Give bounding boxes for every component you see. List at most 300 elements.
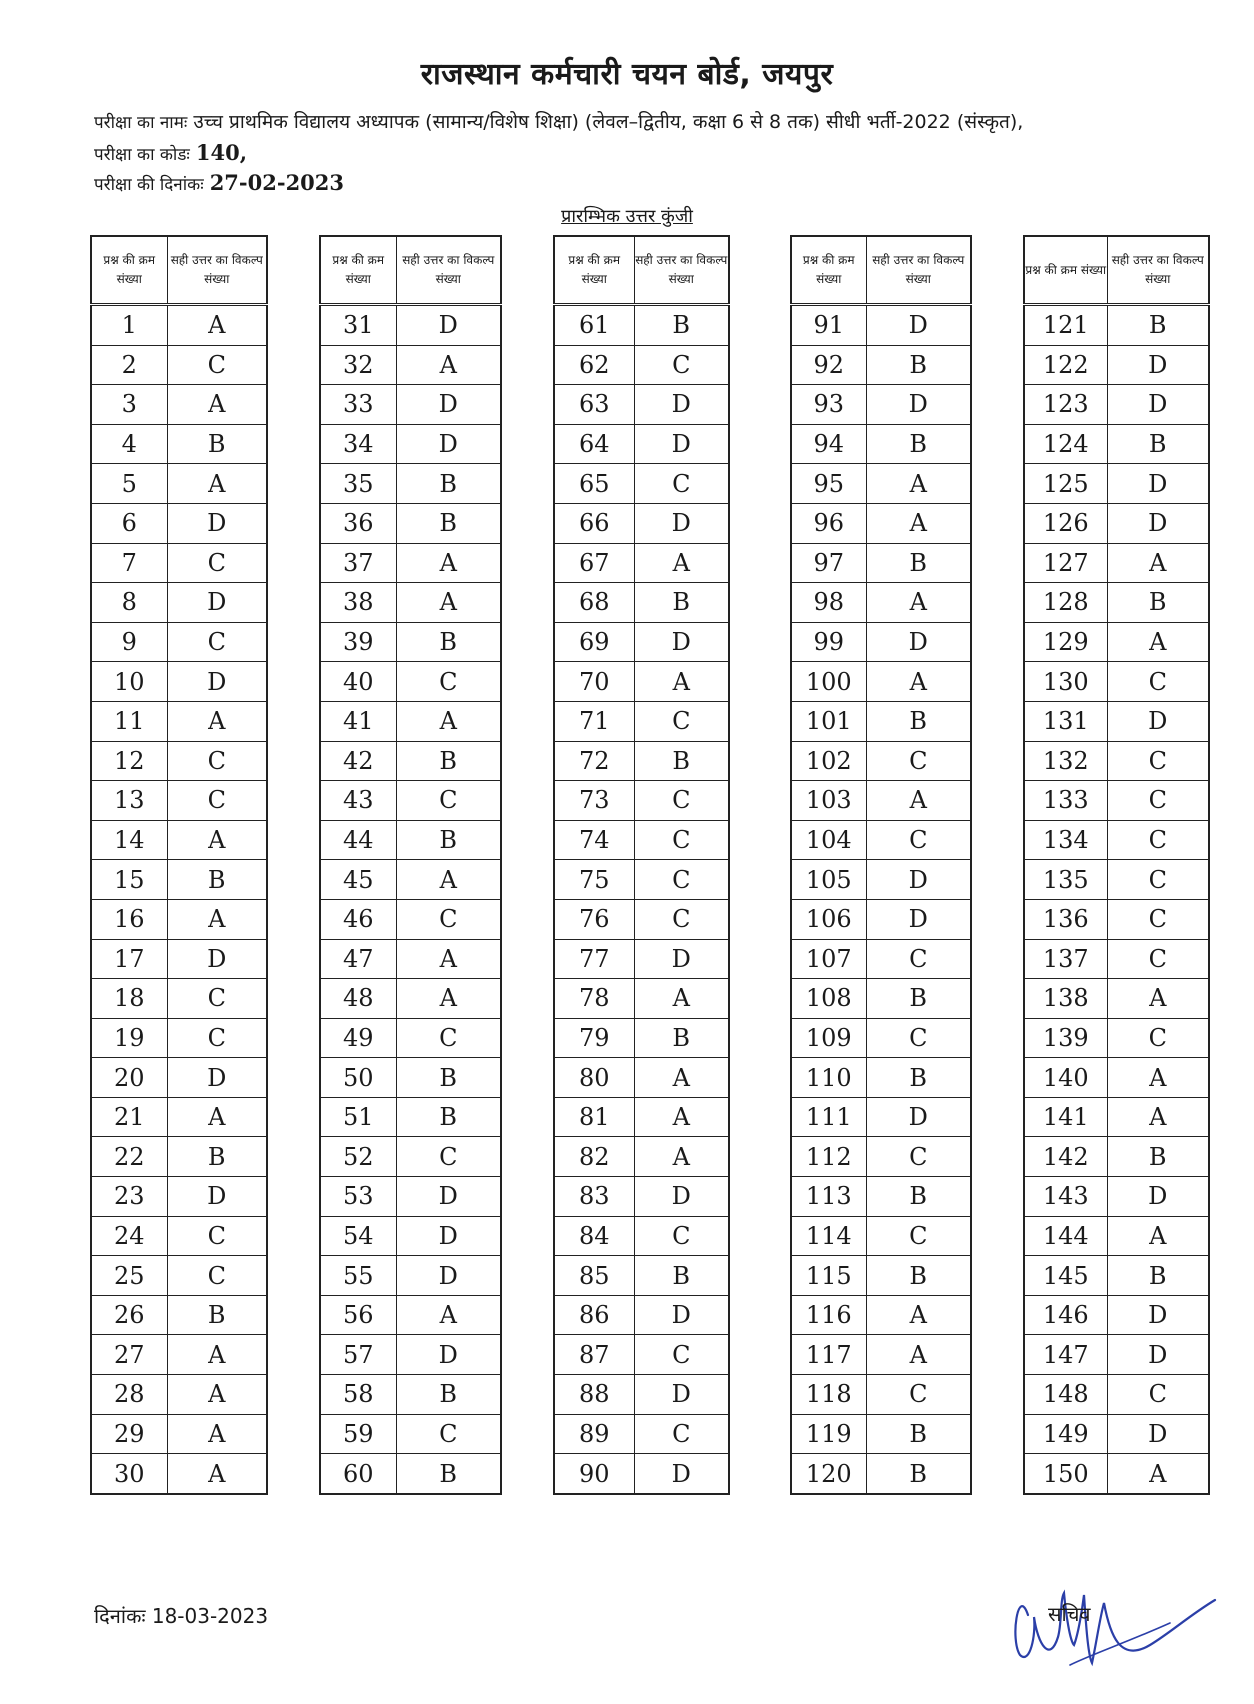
correct-option: C: [1107, 1375, 1209, 1415]
correct-option: B: [866, 979, 971, 1019]
correct-option: B: [396, 1097, 501, 1137]
question-number: 73: [554, 781, 634, 821]
table-row: [554, 860, 729, 900]
table-row: [791, 1375, 971, 1415]
question-number: 150: [1024, 1454, 1107, 1494]
table-row: [1024, 1256, 1209, 1296]
correct-option: B: [1107, 1256, 1209, 1296]
table-row: [91, 662, 267, 702]
table-row: [791, 385, 971, 425]
correct-option: B: [396, 503, 501, 543]
question-number: 48: [320, 979, 396, 1019]
question-number: 10: [91, 662, 167, 702]
correct-option: C: [167, 781, 267, 821]
correct-option: C: [1107, 781, 1209, 821]
correct-option: B: [866, 345, 971, 385]
question-number: 87: [554, 1335, 634, 1375]
correct-option: B: [167, 1137, 267, 1177]
table-row: [91, 464, 267, 504]
question-number: 1: [91, 305, 167, 346]
correct-option: D: [1107, 503, 1209, 543]
correct-option: B: [866, 1177, 971, 1217]
table-row: [791, 1335, 971, 1375]
question-number: 46: [320, 899, 396, 939]
table-row: [91, 820, 267, 860]
table-row: [791, 622, 971, 662]
question-number: 56: [320, 1295, 396, 1335]
table-row: [791, 781, 971, 821]
correct-option: D: [167, 939, 267, 979]
column-header-correct-option: सही उत्तर का विकल्प संख्या: [634, 236, 729, 305]
table-row: [554, 1335, 729, 1375]
table-row: [791, 979, 971, 1019]
correct-option: C: [1107, 662, 1209, 702]
question-number: 99: [791, 622, 866, 662]
correct-option: A: [866, 1295, 971, 1335]
correct-option: C: [167, 345, 267, 385]
correct-option: A: [396, 583, 501, 623]
table-row: [791, 305, 971, 346]
question-number: 83: [554, 1177, 634, 1217]
table-row: [554, 1177, 729, 1217]
table-row: [1024, 464, 1209, 504]
question-number: 130: [1024, 662, 1107, 702]
correct-option: D: [1107, 1414, 1209, 1454]
table-row: [91, 1137, 267, 1177]
table-row: [91, 1454, 267, 1494]
question-number: 86: [554, 1295, 634, 1335]
correct-option: A: [167, 1375, 267, 1415]
exam-code: 140,: [195, 140, 248, 165]
correct-option: C: [167, 979, 267, 1019]
table-row: [320, 860, 501, 900]
question-number: 30: [91, 1454, 167, 1494]
correct-option: B: [634, 583, 729, 623]
table-row: [554, 979, 729, 1019]
question-number: 58: [320, 1375, 396, 1415]
question-number: 132: [1024, 741, 1107, 781]
question-number: 96: [791, 503, 866, 543]
question-number: 52: [320, 1137, 396, 1177]
correct-option: C: [866, 939, 971, 979]
table-row: [791, 899, 971, 939]
question-number: 38: [320, 583, 396, 623]
question-number: 11: [91, 701, 167, 741]
correct-option: C: [634, 1335, 729, 1375]
table-row: [320, 503, 501, 543]
correct-option: D: [1107, 1295, 1209, 1335]
table-row: [91, 701, 267, 741]
correct-option: D: [634, 1177, 729, 1217]
correct-option: B: [866, 701, 971, 741]
question-number: 74: [554, 820, 634, 860]
table-row: [320, 345, 501, 385]
exam-code-line: [94, 140, 247, 165]
table-row: [320, 1058, 501, 1098]
correct-option: A: [1107, 622, 1209, 662]
correct-option: A: [167, 820, 267, 860]
correct-option: B: [396, 1454, 501, 1494]
question-number: 110: [791, 1058, 866, 1098]
correct-option: D: [634, 1295, 729, 1335]
table-row: [1024, 622, 1209, 662]
table-row: [554, 345, 729, 385]
correct-option: A: [396, 701, 501, 741]
correct-option: C: [634, 464, 729, 504]
correct-option: A: [167, 464, 267, 504]
question-number: 91: [791, 305, 866, 346]
correct-option: D: [167, 1177, 267, 1217]
question-number: 140: [1024, 1058, 1107, 1098]
question-number: 33: [320, 385, 396, 425]
table-row: [554, 305, 729, 346]
question-number: 142: [1024, 1137, 1107, 1177]
table-row: [320, 701, 501, 741]
table-row: [1024, 701, 1209, 741]
table-row: [91, 385, 267, 425]
answer-table-1: [90, 235, 268, 1495]
question-number: 101: [791, 701, 866, 741]
question-number: 89: [554, 1414, 634, 1454]
correct-option: A: [396, 1295, 501, 1335]
table-row: [320, 820, 501, 860]
table-row: [554, 1375, 729, 1415]
table-row: [554, 899, 729, 939]
table-row: [320, 583, 501, 623]
question-number: 85: [554, 1256, 634, 1296]
table-row: [91, 1335, 267, 1375]
table-row: [791, 503, 971, 543]
column-header-correct-option: सही उत्तर का विकल्प संख्या: [866, 236, 971, 305]
table-row: [91, 1295, 267, 1335]
question-number: 109: [791, 1018, 866, 1058]
question-number: 113: [791, 1177, 866, 1217]
question-number: 114: [791, 1216, 866, 1256]
question-number: 37: [320, 543, 396, 583]
correct-option: C: [634, 899, 729, 939]
table-row: [320, 1295, 501, 1335]
question-number: 19: [91, 1018, 167, 1058]
question-number: 143: [1024, 1177, 1107, 1217]
question-number: 135: [1024, 860, 1107, 900]
correct-option: B: [634, 1018, 729, 1058]
table-row: [554, 1018, 729, 1058]
correct-option: A: [396, 543, 501, 583]
table-row: [554, 503, 729, 543]
table-row: [320, 979, 501, 1019]
correct-option: C: [866, 1216, 971, 1256]
question-number: 134: [1024, 820, 1107, 860]
exam-date-line: [94, 170, 344, 195]
correct-option: C: [396, 1018, 501, 1058]
correct-option: C: [167, 622, 267, 662]
question-number: 146: [1024, 1295, 1107, 1335]
question-number: 32: [320, 345, 396, 385]
question-number: 36: [320, 503, 396, 543]
correct-option: B: [866, 424, 971, 464]
table-row: [1024, 1018, 1209, 1058]
correct-option: D: [1107, 345, 1209, 385]
question-number: 82: [554, 1137, 634, 1177]
question-number: 57: [320, 1335, 396, 1375]
correct-option: C: [396, 899, 501, 939]
table-row: [554, 820, 729, 860]
table-row: [320, 741, 501, 781]
table-row: [91, 583, 267, 623]
table-row: [320, 781, 501, 821]
question-number: 45: [320, 860, 396, 900]
table-row: [320, 1018, 501, 1058]
issue-date-line: [94, 1602, 268, 1629]
column-header-question-number: प्रश्न की क्रम संख्या: [1024, 236, 1107, 305]
question-number: 107: [791, 939, 866, 979]
correct-option: D: [866, 385, 971, 425]
correct-option: A: [396, 345, 501, 385]
question-number: 81: [554, 1097, 634, 1137]
question-number: 131: [1024, 701, 1107, 741]
exam-date: 27-02-2023: [209, 170, 345, 195]
question-number: 2: [91, 345, 167, 385]
table-row: [554, 701, 729, 741]
question-number: 49: [320, 1018, 396, 1058]
correct-option: D: [1107, 385, 1209, 425]
table-row: [91, 939, 267, 979]
table-row: [1024, 820, 1209, 860]
table-row: [320, 543, 501, 583]
question-number: 133: [1024, 781, 1107, 821]
table-row: [1024, 1097, 1209, 1137]
question-number: 139: [1024, 1018, 1107, 1058]
question-number: 137: [1024, 939, 1107, 979]
question-number: 105: [791, 860, 866, 900]
question-number: 71: [554, 701, 634, 741]
correct-option: B: [634, 305, 729, 346]
question-number: 94: [791, 424, 866, 464]
correct-option: D: [396, 1177, 501, 1217]
question-number: 67: [554, 543, 634, 583]
question-number: 42: [320, 741, 396, 781]
correct-option: B: [396, 1375, 501, 1415]
table-row: [791, 701, 971, 741]
correct-option: D: [167, 583, 267, 623]
question-number: 125: [1024, 464, 1107, 504]
table-row: [791, 1414, 971, 1454]
correct-option: D: [866, 899, 971, 939]
correct-option: C: [866, 741, 971, 781]
table-row: [320, 1097, 501, 1137]
correct-option: B: [866, 1058, 971, 1098]
table-row: [554, 385, 729, 425]
table-row: [1024, 781, 1209, 821]
question-number: 13: [91, 781, 167, 821]
correct-option: A: [866, 662, 971, 702]
question-number: 75: [554, 860, 634, 900]
correct-option: B: [1107, 583, 1209, 623]
question-number: 123: [1024, 385, 1107, 425]
table-row: [91, 899, 267, 939]
table-row: [791, 1177, 971, 1217]
table-row: [1024, 1177, 1209, 1217]
correct-option: D: [167, 662, 267, 702]
table-row: [1024, 939, 1209, 979]
question-number: 149: [1024, 1414, 1107, 1454]
question-number: 148: [1024, 1375, 1107, 1415]
correct-option: D: [866, 1097, 971, 1137]
correct-option: C: [866, 1137, 971, 1177]
question-number: 54: [320, 1216, 396, 1256]
correct-option: A: [396, 979, 501, 1019]
table-row: [1024, 860, 1209, 900]
correct-option: C: [167, 543, 267, 583]
issue-date-label: दिनांकः: [94, 1604, 146, 1628]
question-number: 106: [791, 899, 866, 939]
table-row: [791, 741, 971, 781]
question-number: 92: [791, 345, 866, 385]
question-number: 72: [554, 741, 634, 781]
table-row: [91, 543, 267, 583]
table-row: [320, 662, 501, 702]
question-number: 147: [1024, 1335, 1107, 1375]
table-row: [791, 1137, 971, 1177]
table-row: [1024, 385, 1209, 425]
table-row: [791, 860, 971, 900]
correct-option: D: [634, 424, 729, 464]
exam-name-label: परीक्षा का नामः: [94, 113, 188, 133]
question-number: 129: [1024, 622, 1107, 662]
correct-option: A: [167, 899, 267, 939]
correct-option: D: [634, 939, 729, 979]
correct-option: A: [634, 662, 729, 702]
question-number: 28: [91, 1375, 167, 1415]
correct-option: B: [634, 1256, 729, 1296]
correct-option: A: [167, 1097, 267, 1137]
correct-option: A: [396, 860, 501, 900]
table-row: [320, 939, 501, 979]
correct-option: C: [167, 1256, 267, 1296]
correct-option: D: [1107, 701, 1209, 741]
correct-option: B: [167, 1295, 267, 1335]
table-row: [1024, 662, 1209, 702]
table-row: [91, 1097, 267, 1137]
answer-key-title: प्रारम्भिक उत्तर कुंजी: [561, 206, 693, 227]
table-row: [554, 1216, 729, 1256]
table-row: [1024, 305, 1209, 346]
correct-option: B: [167, 860, 267, 900]
correct-option: A: [167, 385, 267, 425]
question-number: 76: [554, 899, 634, 939]
question-number: 59: [320, 1414, 396, 1454]
correct-option: C: [634, 345, 729, 385]
question-number: 79: [554, 1018, 634, 1058]
correct-option: A: [634, 979, 729, 1019]
column-header-correct-option: सही उत्तर का विकल्प संख्या: [167, 236, 267, 305]
table-row: [1024, 503, 1209, 543]
correct-option: D: [634, 1454, 729, 1494]
secretary-label: सचिव: [1048, 1602, 1091, 1626]
correct-option: A: [634, 1097, 729, 1137]
table-row: [1024, 1058, 1209, 1098]
table-row: [791, 464, 971, 504]
question-number: 118: [791, 1375, 866, 1415]
correct-option: A: [866, 1335, 971, 1375]
correct-option: B: [396, 741, 501, 781]
table-row: [1024, 424, 1209, 464]
correct-option: B: [866, 543, 971, 583]
table-row: [791, 939, 971, 979]
question-number: 14: [91, 820, 167, 860]
question-number: 116: [791, 1295, 866, 1335]
question-number: 127: [1024, 543, 1107, 583]
question-number: 43: [320, 781, 396, 821]
question-number: 70: [554, 662, 634, 702]
question-number: 3: [91, 385, 167, 425]
table-row: [554, 464, 729, 504]
question-number: 15: [91, 860, 167, 900]
table-row: [1024, 899, 1209, 939]
question-number: 61: [554, 305, 634, 346]
table-row: [91, 345, 267, 385]
correct-option: B: [866, 1414, 971, 1454]
correct-option: A: [866, 781, 971, 821]
table-row: [320, 1216, 501, 1256]
question-number: 145: [1024, 1256, 1107, 1296]
question-number: 50: [320, 1058, 396, 1098]
question-number: 68: [554, 583, 634, 623]
question-number: 98: [791, 583, 866, 623]
table-row: [1024, 1216, 1209, 1256]
table-row: [320, 1454, 501, 1494]
question-number: 24: [91, 1216, 167, 1256]
answer-table-5: [1023, 235, 1210, 1495]
exam-date-label: परीक्षा की दिनांकः: [94, 175, 204, 195]
correct-option: C: [1107, 820, 1209, 860]
question-number: 12: [91, 741, 167, 781]
question-number: 26: [91, 1295, 167, 1335]
table-row: [1024, 1454, 1209, 1494]
correct-option: D: [866, 860, 971, 900]
correct-option: D: [1107, 1177, 1209, 1217]
table-row: [320, 424, 501, 464]
table-row: [1024, 345, 1209, 385]
correct-option: C: [634, 781, 729, 821]
table-row: [791, 543, 971, 583]
question-number: 62: [554, 345, 634, 385]
table-row: [320, 305, 501, 346]
question-number: 35: [320, 464, 396, 504]
question-number: 84: [554, 1216, 634, 1256]
question-number: 16: [91, 899, 167, 939]
question-number: 115: [791, 1256, 866, 1296]
question-number: 53: [320, 1177, 396, 1217]
table-row: [91, 979, 267, 1019]
correct-option: B: [866, 1256, 971, 1296]
correct-option: C: [866, 1018, 971, 1058]
correct-option: C: [396, 1137, 501, 1177]
correct-option: C: [866, 820, 971, 860]
correct-option: C: [167, 1018, 267, 1058]
table-row: [791, 424, 971, 464]
question-number: 69: [554, 622, 634, 662]
correct-option: B: [396, 820, 501, 860]
question-number: 4: [91, 424, 167, 464]
correct-option: D: [396, 1216, 501, 1256]
question-number: 7: [91, 543, 167, 583]
correct-option: A: [167, 1454, 267, 1494]
table-row: [791, 820, 971, 860]
table-row: [91, 1018, 267, 1058]
correct-option: B: [634, 741, 729, 781]
answer-table-4: [790, 235, 972, 1495]
